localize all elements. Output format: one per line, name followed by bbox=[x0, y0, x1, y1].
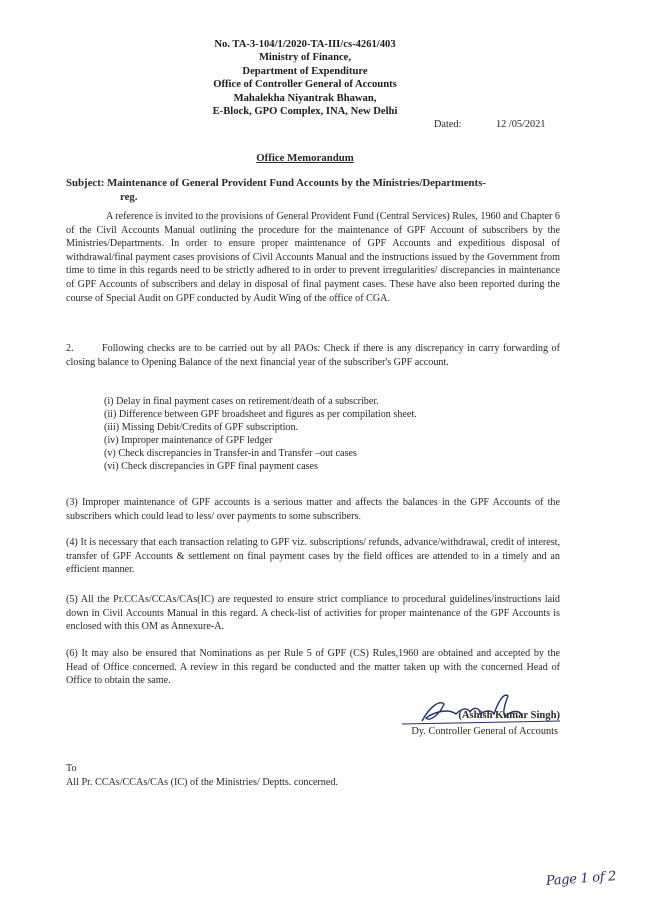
signatory-designation: Dy. Controller General of Accounts bbox=[411, 726, 558, 737]
subject bbox=[66, 176, 560, 204]
document-title: Office Memorandum bbox=[256, 152, 354, 164]
handwritten-page-note: Page 1 of 2 bbox=[545, 869, 617, 889]
subject-suffix: reg. bbox=[120, 191, 138, 203]
list-item: (iv) Improper maintenance of GPF ledger bbox=[104, 435, 273, 447]
file-number: No. TA-3-104/1/2020-TA-III/cs-4261/403 bbox=[214, 39, 396, 50]
paragraph-6: (6) It may also be ensured that Nominations as per Rule 5 of GPF (CS) Rules,1960 are obtained and accepted by the Head of Office concerned. A review in this regard be conducted and the matter taken up with the concerned Head of Office to obtain the same. bbox=[66, 648, 560, 687]
subject-text: Subject: Maintenance of General Provident Fund Accounts by the Ministries/Departments- bbox=[66, 177, 486, 189]
building: Mahalekha Niyantrak Bhawan, bbox=[233, 92, 377, 104]
checks-list bbox=[104, 395, 417, 474]
paragraph-3: (3) Improper maintenance of GPF accounts is a serious matter and affects the balances in the GPF Accounts of the subscribers which could lead to less/ over payments to some subscribers. bbox=[66, 497, 560, 522]
list-item: (iii) Missing Debit/Credits of GPF subscription. bbox=[104, 422, 299, 434]
letterhead bbox=[150, 38, 460, 118]
to-label: To bbox=[66, 763, 77, 774]
signatory-name: (Ashish Kumar Singh) bbox=[458, 710, 560, 721]
address: E-Block, GPO Complex, INA, New Delhi bbox=[212, 106, 398, 118]
list-item: (ii) Difference between GPF broadsheet and figures as per compilation sheet. bbox=[104, 409, 417, 421]
signature-image bbox=[400, 688, 565, 728]
paragraph-1: A reference is invited to the provisions of General Provident Fund (Central Services) Rules, 1960 and Chapter 6 of the Civil Accounts Manual outlining the procedure for the maintenance of GPF Account of subscribers by the Ministries/Departments. In order to ensure proper maintenance of GPF Accounts and expeditious disposal of withdrawal/final payment cases provisions of Civil Accounts Manual and the instructions issued by the Government from time to time in this regards need to be strictly adhered to in order to prevent irregularities/ discrepancies in maintenance of GPF Accounts of subscribers and delay in disposal of final payment cases. These have also been reported during the course of Special Audit on GPF conducted by Audit Wing of the office of CGA. bbox=[66, 211, 560, 304]
paragraph-2: 2. Following checks are to be carried out by all PAOs: Check if there is any discrepancy in carry forwarding of closing balance to Opening Balance of the next financial year of the subscriber's GPF account. bbox=[66, 343, 563, 368]
list-item: (i) Delay in final payment cases on retirement/death of a subscriber. bbox=[104, 396, 379, 407]
list-item: (vi) Check discrepancies in GPF final payment cases bbox=[104, 461, 318, 473]
recipient-address: All Pr. CCAs/CCAs/CAs (IC) of the Ministries/ Deptts. concerned. bbox=[66, 777, 338, 788]
dated-label: Dated: bbox=[434, 119, 462, 130]
office: Office of Controller General of Accounts bbox=[213, 79, 397, 91]
paragraph-4: (4) It is necessary that each transaction relating to GPF viz. subscriptions/ refunds, advance/withdrawal, credit of interest, transfer of GPF Accounts & settlement on final payment cases by the field offices are attended to in a timely and an efficient manner. bbox=[66, 537, 560, 576]
list-item: (v) Check discrepancies in Transfer-in and Transfer –out cases bbox=[104, 448, 357, 460]
date: 12 /05/2021 bbox=[496, 119, 546, 130]
department: Department of Expenditure bbox=[242, 65, 368, 77]
ministry: Ministry of Finance, bbox=[258, 52, 352, 64]
paragraph-5: (5) All the Pr.CCAs/CCAs/CAs(IC) are requested to ensure strict compliance to procedural guidelines/instructions laid down in Civil Accounts Manual in this regard. A check-list of activities for proper maintenance of the GPF Accounts is enclosed with this OM as Annexure-A. bbox=[66, 594, 560, 633]
